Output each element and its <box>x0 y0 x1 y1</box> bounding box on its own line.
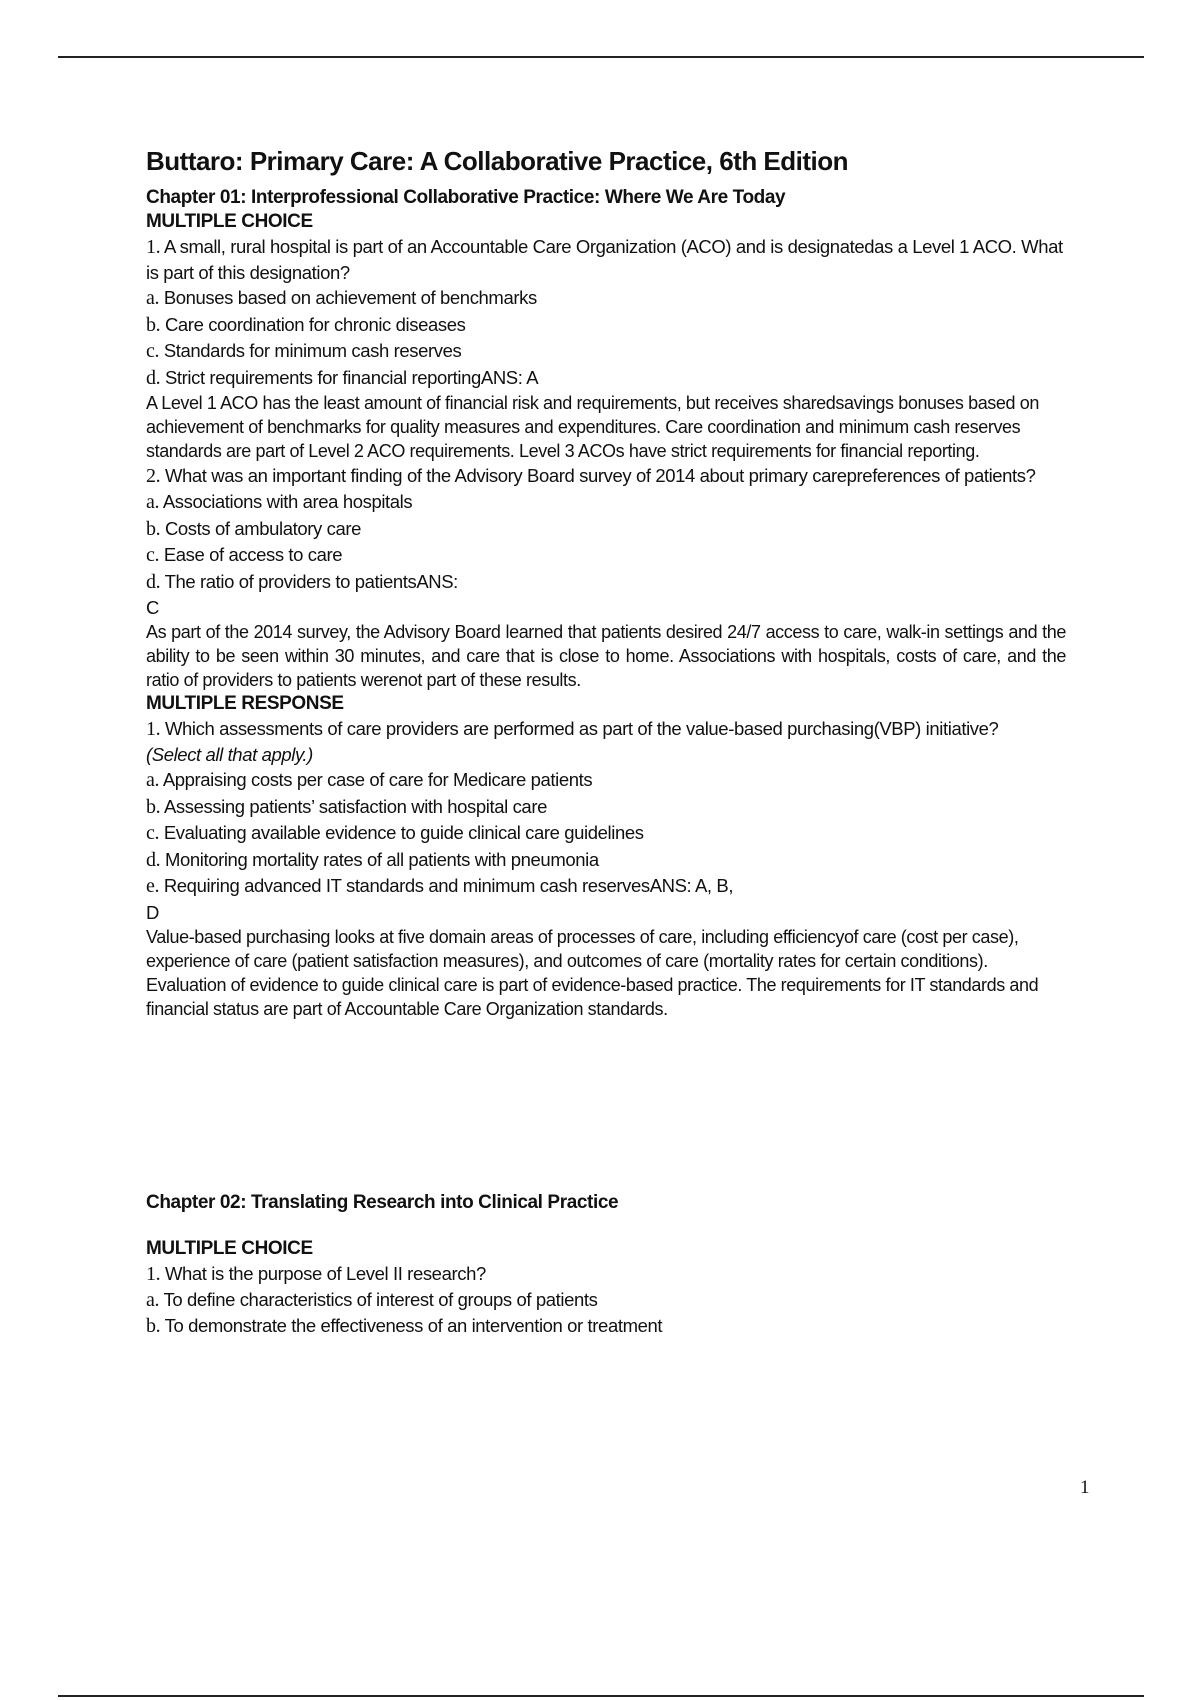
option-b: b. Care coordination for chronic diseases <box>146 313 466 336</box>
option-b: b. To demonstrate the effectiveness of an intervention or treatment <box>146 1315 663 1337</box>
option-b: b. Assessing patients’ satisfaction with hospital care <box>146 795 547 818</box>
option-c: c. Evaluating available evidence to guide clinical care guidelines <box>146 822 644 844</box>
option-d: d. Strict requirements for financial reportingANS: A <box>146 366 539 389</box>
option-c: c. Standards for minimum cash reserves <box>146 340 462 362</box>
rationale: Value-based purchasing looks at five domain areas of processes of care, including efficiencyof care (cost per case), experience of care (patient satisfaction measures), and outcomes of care (mortality rates for certain conditions). Evaluation of evidence to guide clinical care is part of evidence-based practice. The requirements for IT standards and financial status are part of Accountable Care Organization standards. <box>146 926 1039 1019</box>
multiple-choice-heading: MULTIPLE CHOICE <box>146 1237 313 1259</box>
question-1 <box>146 234 1066 285</box>
multiple-response-heading: MULTIPLE RESPONSE <box>146 693 344 714</box>
chapter-2-heading: Chapter 02: Translating Research into Clinical Practice <box>146 1191 619 1213</box>
option-b: b. Costs of ambulatory care <box>146 517 361 540</box>
rationale: A Level 1 ACO has the least amount of financial risk and requirements, but receives sharedsavings bonuses based on achievement of benchmarks for quality measures and expenditures. Care coordination and minimum cash reserves standards are part of Level 2 ACO requirements. Level 3 ACOs have strict requirements for financial reporting. <box>146 393 1039 461</box>
option-a: a. To define characteristics of interest of groups of patients <box>146 1288 598 1311</box>
bottom-rule <box>58 1695 1144 1697</box>
question-1 <box>146 1261 1066 1287</box>
select-all-note: (Select all that apply.) <box>146 744 313 765</box>
top-rule <box>58 56 1144 58</box>
option-e: e. Requiring advanced IT standards and minimum cash reservesANS: A, B, <box>146 875 734 897</box>
question-text: Which assessments of care providers are performed as part of the value-based purchasing(VBP) initiative? <box>164 718 999 739</box>
option-a: a. Associations with area hospitals <box>146 491 413 513</box>
answer-continuation: C <box>146 597 159 618</box>
rationale: As part of the 2014 survey, the Advisory Board learned that patients desired 24/7 access to care, walk-in settings and the ability to be seen within 30 minutes, and care that is close to home. Associations with hospitals, costs of care, and the ratio of providers to patients werenot part of these results. <box>146 622 1066 690</box>
question-text: What is the purpose of Level II research? <box>164 1262 486 1284</box>
chapter-1-heading: Chapter 01: Interprofessional Collaborative Practice: Where We Are Today <box>146 187 786 208</box>
option-c: c. Ease of access to care <box>146 544 343 566</box>
question-number: 1. <box>146 236 161 258</box>
document-title: Buttaro: Primary Care: A Collaborative Practice, 6th Edition <box>146 146 849 176</box>
question-number: 2. <box>146 465 161 487</box>
page-number: 1 <box>1080 1477 1090 1498</box>
multiple-choice-heading: MULTIPLE CHOICE <box>146 211 313 232</box>
question-number: 1. <box>146 1262 161 1285</box>
mr-question-1 <box>146 716 1066 742</box>
question-2 <box>146 463 1066 489</box>
question-number: 1. <box>146 718 161 740</box>
question-text: A small, rural hospital is part of an Accountable Care Organization (ACO) and is designatedas a Level 1 ACO. What is part of this designation? <box>146 236 1063 283</box>
option-d: d. Monitoring mortality rates of all patients with pneumonia <box>146 848 599 871</box>
option-a: a. Bonuses based on achievement of benchmarks <box>146 287 537 309</box>
answer-continuation: D <box>146 901 159 923</box>
option-d: d. The ratio of providers to patientsANS: <box>146 570 458 593</box>
question-text: What was an important finding of the Advisory Board survey of 2014 about primary carepreferences of patients? <box>164 465 1036 486</box>
document-body <box>146 145 1066 1340</box>
option-a: a. Appraising costs per case of care for Medicare patients <box>146 769 593 791</box>
